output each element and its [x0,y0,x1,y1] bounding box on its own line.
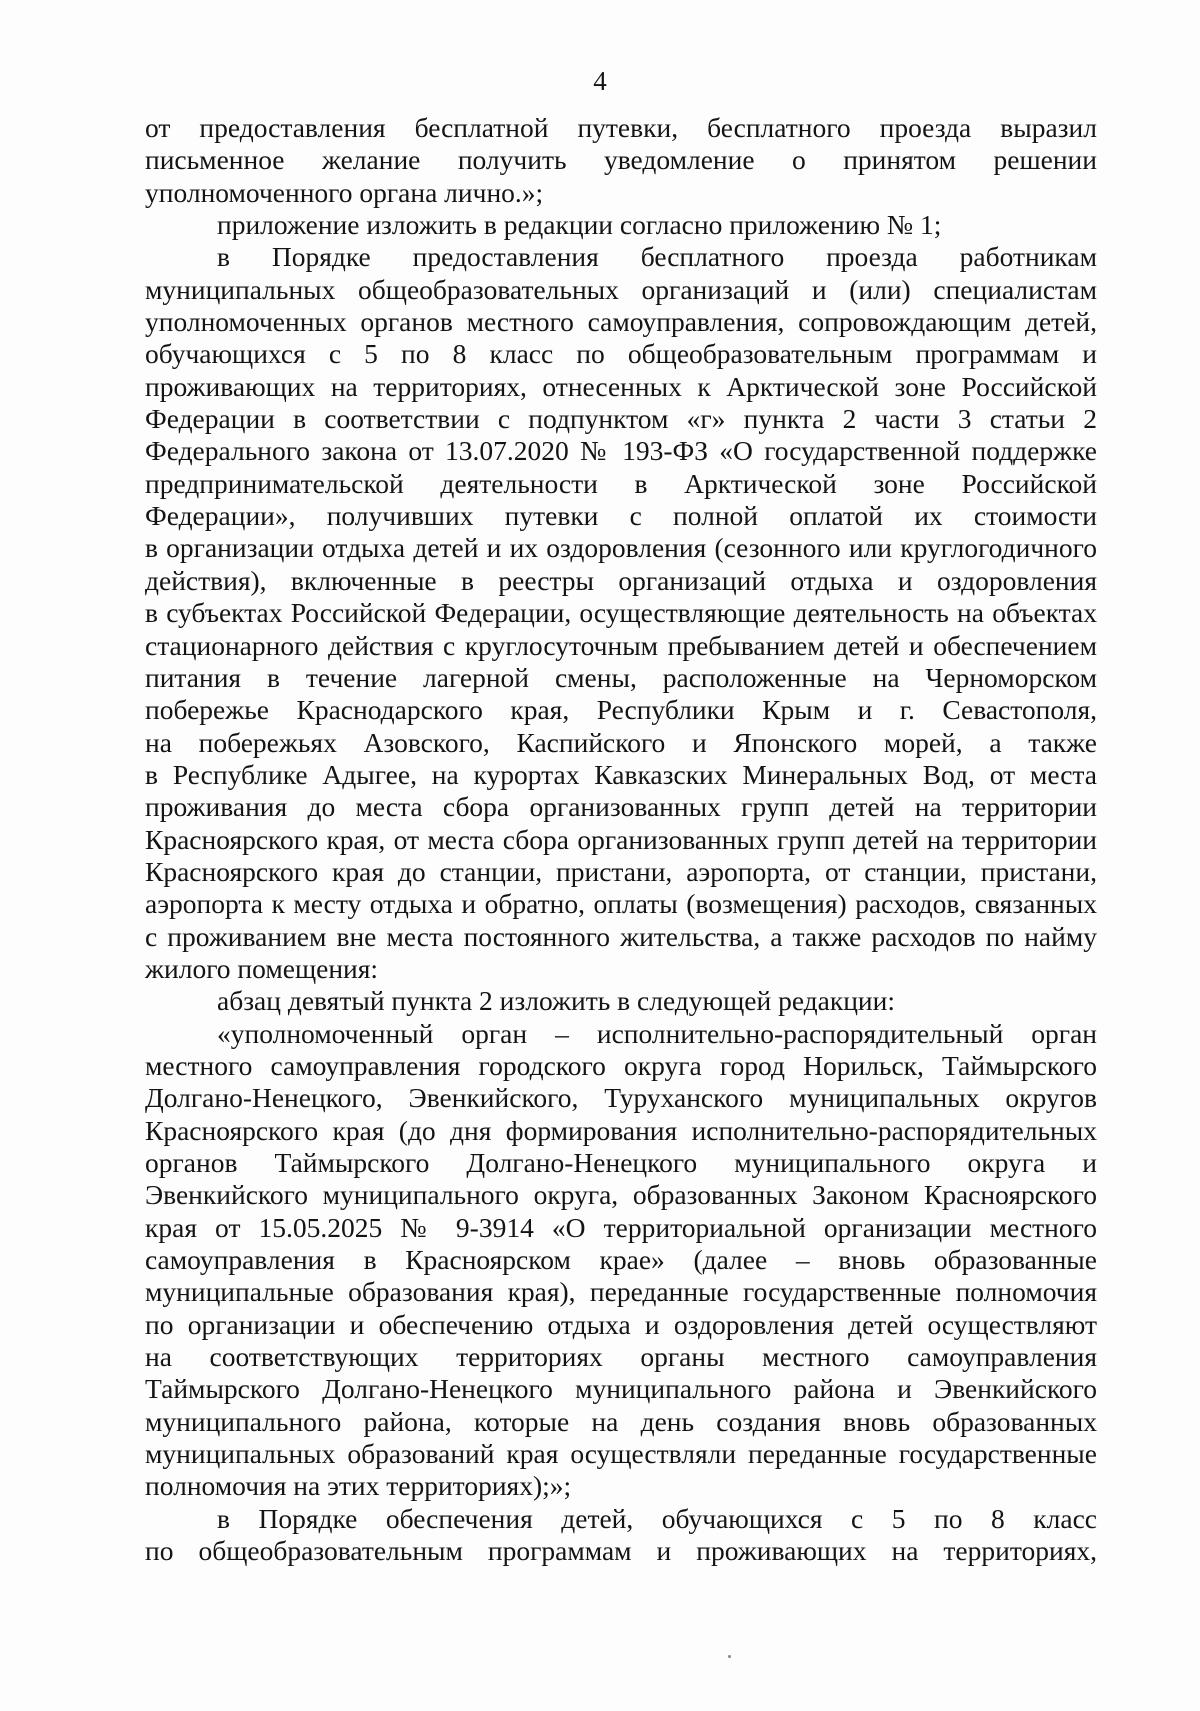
text-line: муниципальных образований края осуществляли переданные государственные [145,1438,1097,1470]
text-line: в Порядке предоставления бесплатного проезда работникам [217,241,1097,273]
text-line: побережье Краснодарского края, Республики Крым и г. Севастополя, [145,694,1097,726]
text-line: органов Таймырского Долгано-Ненецкого муниципального округа и [145,1147,1097,1178]
text-line: Долгано-Ненецкого, Эвенкийского, Туруханского муниципальных округов [145,1082,1097,1114]
text-line: Таймырского Долгано-Ненецкого муниципального района и Эвенкийского [145,1373,1097,1405]
page-number: 4 [593,66,607,96]
text-line: по организации и обеспечению отдыха и оздоровления детей осуществляют [145,1308,1097,1340]
text-line: по общеобразовательным программам и проживающих на территориях, [145,1535,1097,1567]
text-line: полномочия на этих территориях);»; [145,1470,572,1502]
text-line: аэропорта к месту отдыха и обратно, оплаты (возмещения) расходов, связанных [145,888,1097,920]
text-line: муниципального района, которые на день создания вновь образованных [145,1405,1097,1437]
text-line: проживающих на территориях, отнесенных к Арктической зоне Российской [145,370,1097,402]
text-line: питания в течение лагерной смены, расположенные на Черноморском [145,661,1097,693]
text-line: в Республике Адыгее, на курортах Кавказских Минеральных Вод, от места [145,758,1097,790]
text-line: с проживанием вне места постоянного жительства, а также расходов по найму [145,920,1097,952]
text-line: от предоставления бесплатной путевки, бесплатного проезда выразил [145,112,1097,143]
text-line: на побережьях Азовского, Каспийского и Японского морей, а также [145,726,1097,758]
text-line: Федерации в соответствии с подпунктом «г» пункта 2 части 3 статьи 2 [145,403,1097,435]
text-line: уполномоченных органов местного самоуправления, сопровождающим детей, [145,306,1097,338]
text-line: письменное желание получить уведомление о принятом решении [145,144,1097,176]
text-line: самоуправления в Красноярском крае» (далее – вновь образованные [145,1244,1097,1276]
text-line: края от 15.05.2025 № 9-3914 «О территориальной организации местного [145,1211,1097,1243]
text-line: жилого помещения: [145,952,379,984]
text-line: обучающихся с 5 по 8 класс по общеобразовательным программам и [145,338,1097,370]
scan-artifact-dot [728,1655,731,1658]
text-line: муниципальных общеобразовательных организаций и (или) специалистам [145,273,1097,305]
text-line: «уполномоченный орган – исполнительно-распорядительный орган [217,1017,1097,1049]
text-line: проживания до места сбора организованных групп детей на территории [145,791,1097,823]
text-line: на соответствующих территориях органы местного самоуправления [145,1341,1097,1373]
text-line: Эвенкийского муниципального округа, образованных Законом Красноярского [145,1179,1097,1211]
text-line: Красноярского края (до дня формирования исполнительно-распорядительных [145,1114,1097,1146]
text-line: предпринимательской деятельности в Арктической зоне Российской [145,467,1097,499]
text-line: Красноярского края, от места сбора организованных групп детей на территории [145,823,1097,855]
text-line: местного самоуправления городского округа город Норильск, Таймырского [145,1049,1097,1081]
document-body [145,112,1097,1567]
text-line: стационарного действия с круглосуточным пребыванием детей и обеспечением [145,629,1097,661]
text-line: Федерального закона от 13.07.2020 № 193-ФЗ «О государственной поддержке [145,435,1097,467]
text-line: приложение изложить в редакции согласно приложению № 1; [217,209,942,241]
text-line: уполномоченного органа лично.»; [145,176,544,208]
text-line: в Порядке обеспечения детей, обучающихся с 5 по 8 класс [217,1502,1097,1534]
text-line: Федерации», получивших путевки с полной оплатой их стоимости [145,500,1097,532]
text-line: действия), включенные в реестры организаций отдыха и оздоровления [145,564,1097,596]
text-line: муниципальные образования края), переданные государственные полномочия [145,1276,1097,1308]
text-line: в субъектах Российской Федерации, осуществляющие деятельность на объектах [145,597,1097,629]
text-line: в организации отдыха детей и их оздоровления (сезонного или круглогодичного [145,532,1097,564]
text-line: Красноярского края до станции, пристани, аэропорта, от станции, пристани, [145,855,1097,887]
text-line: абзац девятый пункта 2 изложить в следующей редакции: [217,985,896,1017]
